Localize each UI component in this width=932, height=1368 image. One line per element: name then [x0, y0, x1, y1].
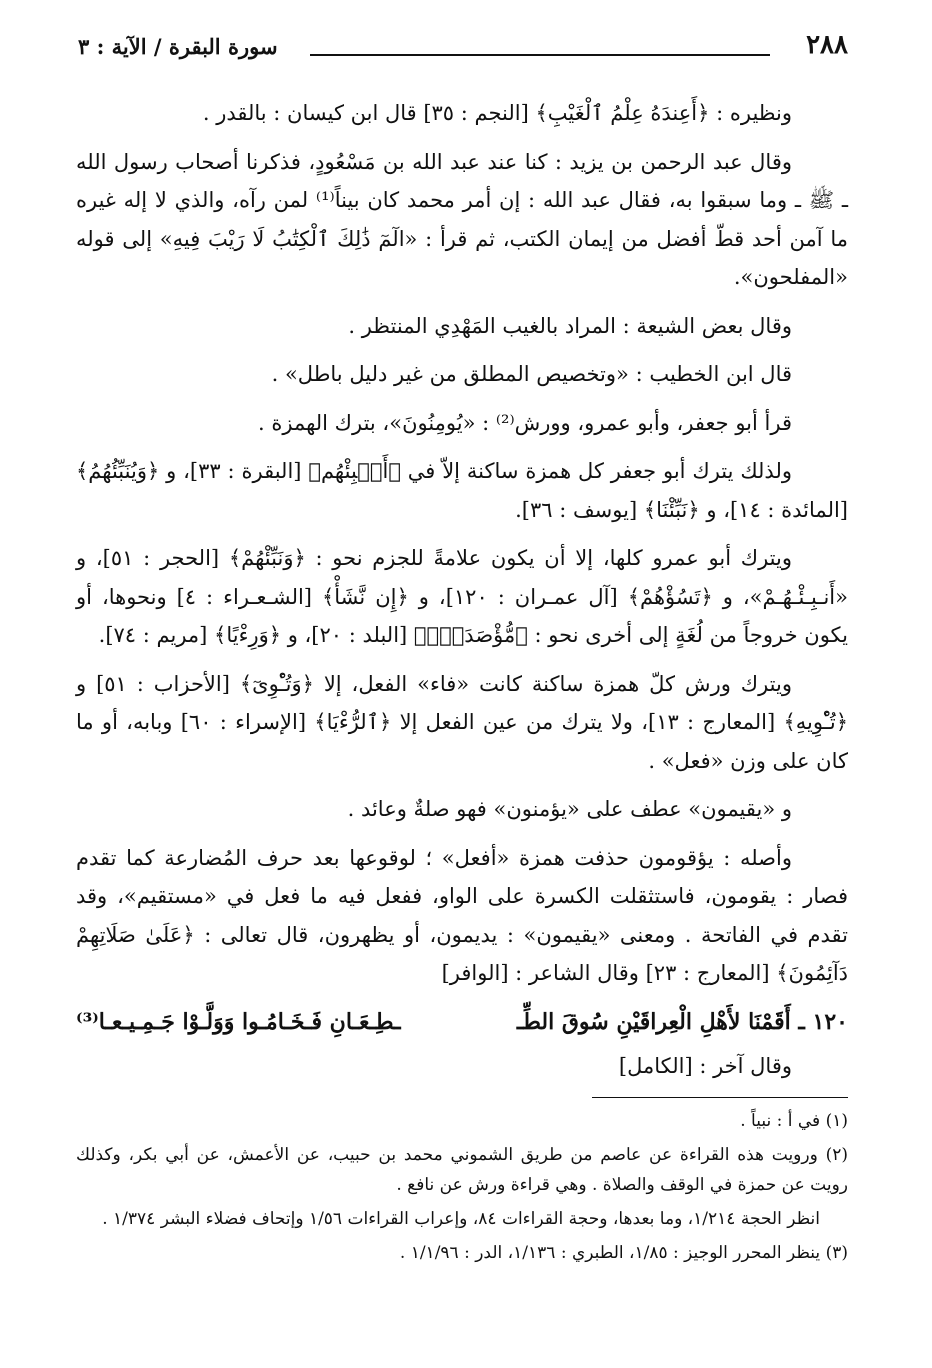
paragraph: وقال عبد الرحمن بن يزيد : كنا عند عبد الله بن مَسْعُودٍ، فذكرنا أصحاب رسول الله ـ ﷺ ـ وما سبقوا به، فقال عبد الله : إن أمر محمد كان بيناً⁽¹⁾ لمن رآه، والذي لا إله غيره ما آمن أحد قطّ أفضل من إيمان الكتب، ثم قرأ : «الٓمٓ ذَٰلِكَ ٱلْكِتَٰبُ لَا رَيْبَ فِيهِ» إلى قوله «المفلحون».	[76, 149, 848, 289]
footnote: (٢) ورويت هذه القراءة عن عاصم من طريق الشموني محمد بن حبيب، عن الأعمش، عن أبي بكر، وكذلك رويت عن حمزة في الوقف والصلاة . وهي قراءة ورش عن نافع .	[76, 1145, 848, 1195]
poem-verse	[76, 1003, 848, 1042]
footnote: (٣) ينظر المحرر الوجيز : ١/٨٥، الطبري : ١/١٣٦، الدر : ١/١/٩٦ .	[399, 1243, 848, 1263]
paragraph: ويترك ورش كلّ همزة ساكنة كانت «فاء» الفعل، إلا ﴿وَتُـْٔوِىٓ﴾ [الأحزاب : ٥١] و ﴿تُـْٔوِيهِ﴾ [المعارج : ١٣]، ولا يترك من عين الفعل إلا ﴿ٱلرُّءْيَا﴾ [الإسراء : ٦٠] وبابه، أو ما كان على وزن «فعل» .	[76, 671, 849, 773]
main-text	[76, 94, 848, 1096]
footnote: (١) في أ : نبياً .	[740, 1111, 848, 1131]
paragraph: قرأ أبو جعفر، وأبو عمرو، وورش⁽²⁾ : «يُومِنُونَ»، بترك الهمزة .	[258, 410, 792, 435]
poem-right-hemistich: ١٢٠ ـ أَقَمْنَا لأَهْلِ الْعِراقَيْنِ سُوقَ الطِّـ	[516, 1008, 848, 1035]
footnotes	[76, 1106, 848, 1272]
footnote-continuation: انظر الحجة ١/٢١٤، وما بعدها، وحجة القراءات ٨٤، وإعراب القراءات ١/٥٦ وإتحاف فضلاء البشر ١/٣٧٤ .	[102, 1209, 820, 1229]
running-title: سورة البقرة / الآية : ٣	[78, 34, 278, 59]
paragraph: ونظيره : ﴿أَعِندَهُ عِلْمُ ٱلْغَيْبِ﴾ [النجم : ٣٥] قال ابن كيسان : بالقدر .	[202, 101, 792, 125]
page-number: ٢٨٨	[806, 30, 848, 60]
poem-left-hemistich: ـطِـعَـانِ فَـخَـامُـوا وَوَلَّـوْا جَـمِـيـعـا⁽³⁾	[76, 1008, 401, 1035]
paragraph: وقال آخر : [الكامل]	[618, 1054, 792, 1078]
footnote-rule	[592, 1097, 848, 1098]
header-rule	[310, 54, 770, 56]
page-header	[78, 30, 848, 66]
paragraph: و «يقيمون» عطف على «يؤمنون» فهو صلةٌ وعائد .	[347, 797, 792, 821]
paragraph: ويترك أبو عمرو كلها، إلا أن يكون علامةً للجزم نحو : ﴿وَنَبِّئْهُمْ﴾ [الحجر : ٥١]، و «أَنـبِـئْـهُـمْ»، و ﴿تَسُؤْهُمْ﴾ [آل عمـران : ١٢٠]، و ﴿إِن نَّشَأْ﴾ [الشـعـراء : ٤] ونحوها، أو يكون خروجاً من لُغَةٍ إلى أخرى نحو : ﴿مُّؤْصَدَةٌۢ﴾ [البلد : ٢٠]، و ﴿وَرِءْيًا﴾ [مريم : ٧٤].	[76, 546, 848, 647]
paragraph: قال ابن الخطيب : «وتخصيص المطلق من غير دليل باطل» .	[271, 362, 792, 386]
paragraph: ولذلك يترك أبو جعفر كل همزة ساكنة إلاّ في ﴿أَنۢبِئْهُم﴾ [البقرة : ٣٣]، و ﴿وَيُنَبِّئُهُمُ﴾ [المائدة : ١٤]، و ﴿نَبِّئْنَا﴾ [يوسف : ٣٦].	[76, 459, 848, 522]
paragraph: وقال بعض الشيعة : المراد بالغيب المَهْدِي المنتظر .	[348, 313, 792, 338]
paragraph: وأصله : يؤقومون حذفت همزة «أفعل» ؛ لوقوعها بعد حرف المُضارعة كما تقدم فصار : يقومون، فاستثقلت الكسرة على الواو، ففعل فيه ما فعل في «مستقيم»، وقد تقدم في الفاتحة . ومعنى «يقيمون» : يديمون، أو يظهرون، قال تعالى : ﴿عَلَىٰ صَلَاتِهِمْ دَآئِمُونَ﴾ [المعارج : ٢٣] وقال الشاعر : [الوافر]	[76, 845, 848, 985]
